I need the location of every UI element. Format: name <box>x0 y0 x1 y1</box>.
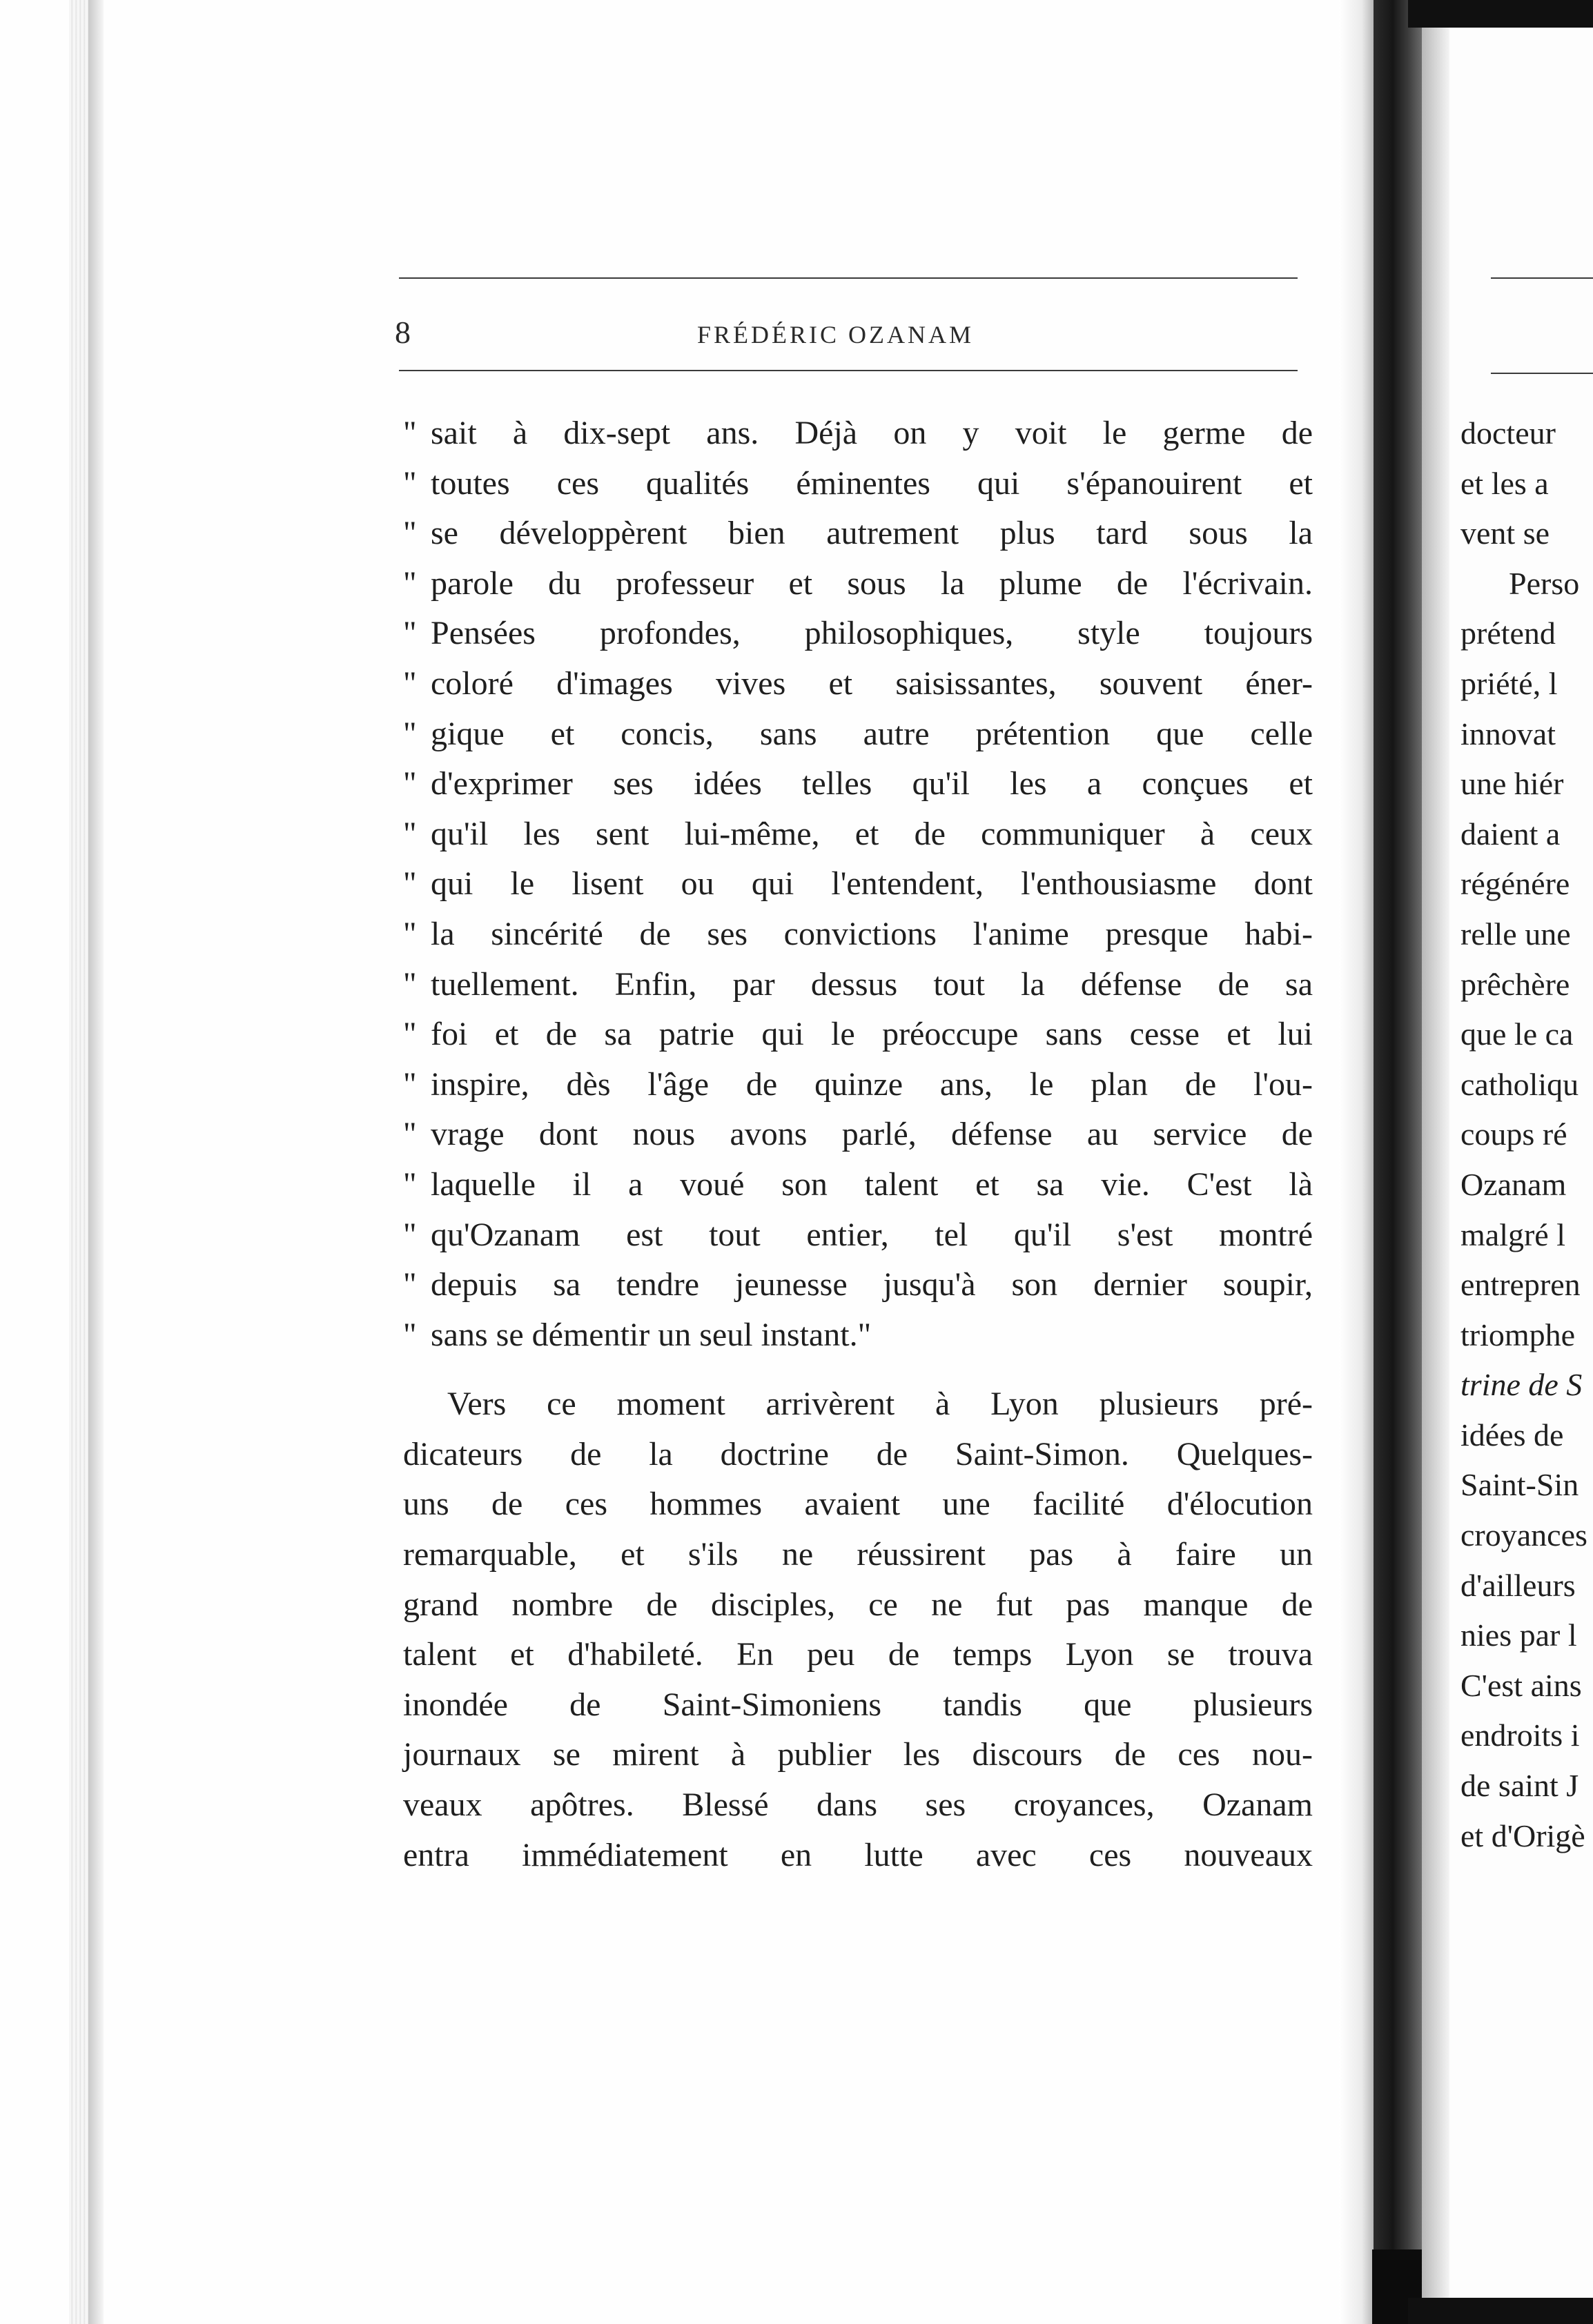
quoted-line-text: sans se démentir un seul instant." <box>431 1316 872 1353</box>
quote-mark: " <box>403 464 417 502</box>
quote-mark: " <box>403 1165 417 1203</box>
quoted-line <box>403 1110 1313 1160</box>
book-binding <box>1374 0 1422 2324</box>
quoted-line <box>403 509 1313 559</box>
right-page-line: croyances <box>1460 1517 1587 1553</box>
paragraph-line: grand nombre de disciples, ce ne fut pas manque de <box>403 1586 1313 1623</box>
right-page-line: catholiqu <box>1460 1066 1579 1102</box>
quoted-line <box>403 1310 1313 1361</box>
quoted-line-text: gique et concis, sans autre prétention que celle <box>431 715 1313 752</box>
quoted-line-text: qu'Ozanam est tout entier, tel qu'il s'est montré <box>431 1216 1313 1253</box>
quoted-line-text: laquelle il a voué son talent et sa vie. C'est là <box>431 1165 1313 1203</box>
header-rule-bottom <box>399 370 1298 371</box>
right-page-text <box>1460 408 1593 1861</box>
running-head: FRÉDÉRIC OZANAM <box>697 321 975 348</box>
quote-mark: " <box>403 1016 417 1053</box>
quoted-line-text: inspire, dès l'âge de quinze ans, le plan de l'ou- <box>431 1065 1313 1103</box>
paragraph-line: inondée de Saint-Simoniens tandis que plusieurs <box>403 1686 1313 1723</box>
paragraph-line: remarquable, et s'ils ne réussirent pas à faire un <box>403 1536 1313 1573</box>
right-page-line: et d'Origè <box>1460 1818 1585 1853</box>
quoted-line <box>403 659 1313 709</box>
right-page-line: nies par l <box>1460 1617 1577 1653</box>
right-page-line: d'ailleurs <box>1460 1567 1576 1603</box>
quoted-line-text: foi et de sa patrie qui le préoccupe sans cesse et lui <box>431 1016 1313 1053</box>
quote-mark: " <box>403 965 417 1003</box>
quote-mark: " <box>403 415 417 451</box>
quote-mark: " <box>403 564 417 602</box>
quote-mark: " <box>403 615 417 652</box>
quote-mark: " <box>403 1116 417 1153</box>
paragraph-line: journaux se mirent à publier les discours de ces nou- <box>403 1736 1313 1773</box>
quoted-line <box>403 1210 1313 1261</box>
page-edge-shadow <box>88 0 104 2324</box>
quoted-line-text: qui le lisent ou qui l'entendent, l'enthousiasme dont <box>431 865 1313 903</box>
quoted-line <box>403 459 1313 509</box>
right-page-line: prêchère <box>1460 966 1570 1002</box>
right-page-line: priété, l <box>1460 665 1558 701</box>
right-page-line: Saint-Sin <box>1460 1467 1579 1503</box>
right-page-line: relle une <box>1460 916 1571 952</box>
quoted-line-text: la sincérité de ses convictions l'anime presque habi- <box>431 915 1313 952</box>
right-page-line: entrepren <box>1460 1267 1581 1303</box>
right-page-line: innovat <box>1460 716 1556 751</box>
body-text <box>403 408 1313 1880</box>
paragraph-line: Vers ce moment arrivèrent à Lyon plusieurs pré- <box>447 1386 1313 1423</box>
quoted-line-text: d'exprimer ses idées telles qu'il les a conçues et <box>431 765 1313 802</box>
paragraph-line: entra immédiatement en lutte avec ces nouveaux <box>403 1836 1313 1873</box>
right-page-line: Ozanam <box>1460 1166 1567 1202</box>
quoted-line <box>403 408 1313 459</box>
right-page-line: et les a <box>1460 465 1549 501</box>
quote-mark: " <box>403 1266 417 1303</box>
quoted-line <box>403 1010 1313 1060</box>
right-page-line: régénére <box>1460 866 1570 902</box>
quote-mark: " <box>403 715 417 752</box>
quoted-line-text: toutes ces qualités éminentes qui s'épanouirent et <box>431 464 1313 502</box>
quoted-line <box>403 1060 1313 1110</box>
header-rule-top <box>399 277 1298 279</box>
paragraph <box>403 1379 1313 1880</box>
right-page-line: docteur <box>1460 415 1556 451</box>
right-page-line: une hiér <box>1460 766 1564 802</box>
right-page-line: que le ca <box>1460 1016 1574 1052</box>
quoted-line-text: sait à dix-sept ans. Déjà on y voit le germe de <box>431 415 1313 451</box>
quote-mark: " <box>403 515 417 552</box>
quote-mark: " <box>403 664 417 702</box>
right-page-line: Perso <box>1509 565 1580 601</box>
right-page-line: idées de <box>1460 1417 1564 1452</box>
right-page-line: coups ré <box>1460 1116 1567 1152</box>
quoted-line <box>403 709 1313 760</box>
paragraph-line: talent et d'habileté. En peu de temps Lyon se trouva <box>403 1636 1313 1673</box>
right-header-rule-bottom <box>1491 373 1593 374</box>
right-page-line: daient a <box>1460 816 1561 851</box>
quoted-line <box>403 960 1313 1010</box>
quoted-line <box>403 1260 1313 1310</box>
quoted-line-text: qu'il les sent lui-même, et de communiquer à ceux <box>431 815 1313 852</box>
quoted-line <box>403 559 1313 609</box>
right-page-line: C'est ains <box>1460 1667 1582 1703</box>
right-page-line: malgré l <box>1460 1217 1565 1252</box>
paragraph-line: uns de ces hommes avaient une facilité d'élocution <box>403 1486 1313 1523</box>
quoted-line-text: tuellement. Enfin, par dessus tout la défense de sa <box>431 965 1313 1003</box>
right-page-line: prétend <box>1460 616 1556 651</box>
quoted-line-text: se développèrent bien autrement plus tard sous la <box>431 515 1313 552</box>
quote-mark: " <box>403 765 417 802</box>
quote-mark: " <box>403 915 417 952</box>
quoted-line <box>403 1160 1313 1210</box>
quoted-line-text: depuis sa tendre jeunesse jusqu'à son dernier soupir, <box>431 1266 1313 1303</box>
quote-mark: " <box>403 1065 417 1103</box>
quoted-line <box>403 859 1313 909</box>
right-page-line: endroits i <box>1460 1717 1580 1753</box>
quoted-line-text: parole du professeur et sous la plume de l'écrivain. <box>431 564 1313 602</box>
right-page-shadow <box>1422 0 1449 2324</box>
quoted-line-text: Pensées profondes, philosophiques, style toujours <box>431 615 1313 652</box>
right-page-line: triomphe <box>1460 1317 1576 1352</box>
paragraph-gap <box>403 1360 1313 1379</box>
quoted-line <box>403 759 1313 809</box>
right-page-line: trine de S <box>1460 1367 1583 1403</box>
paragraph-line: dicateurs de la doctrine de Saint-Simon. Quelques- <box>403 1435 1313 1473</box>
quote-mark: " <box>403 815 417 852</box>
paragraph-line: veaux apôtres. Blessé dans ses croyances, Ozanam <box>403 1786 1313 1824</box>
quote-mark: " <box>403 1316 417 1353</box>
quoted-line <box>403 809 1313 860</box>
quoted-line <box>403 609 1313 659</box>
quote-mark: " <box>403 865 417 903</box>
right-header-rule-top <box>1491 277 1593 279</box>
right-page-line: vent se <box>1460 515 1550 551</box>
quoted-line <box>403 909 1313 960</box>
right-page-line: de saint J <box>1460 1768 1579 1804</box>
scan-border-bottom <box>1408 2298 1593 2324</box>
quoted-line-text: vrage dont nous avons parlé, défense au service de <box>431 1116 1313 1153</box>
quote-block <box>403 408 1313 1360</box>
quote-mark: " <box>403 1216 417 1253</box>
quoted-line-text: coloré d'images vives et saisissantes, souvent éner- <box>431 664 1313 702</box>
scan-border-top <box>1408 0 1593 28</box>
page-number: 8 <box>395 315 411 350</box>
